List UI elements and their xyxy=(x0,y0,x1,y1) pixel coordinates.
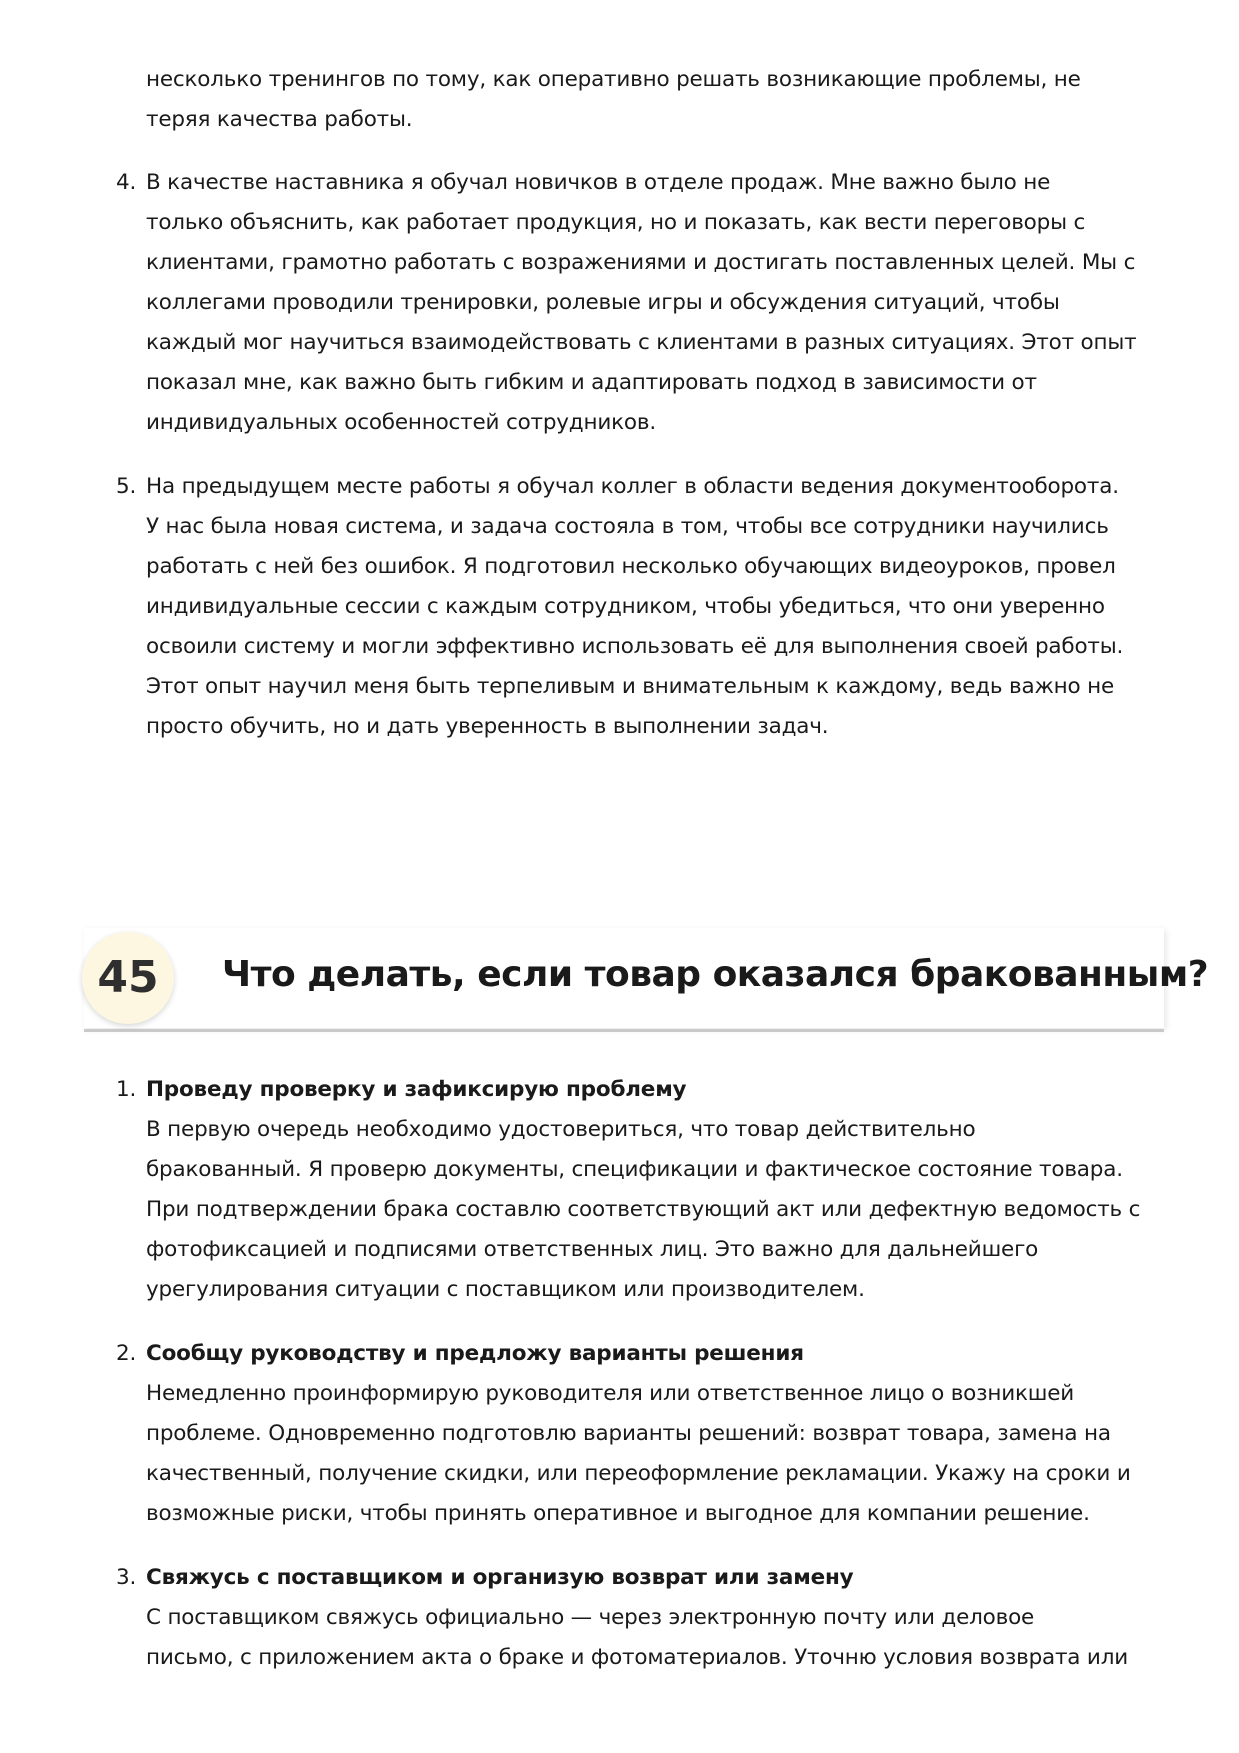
text-line: показал мне, как важно быть гибким и адаптировать подход в зависимости от xyxy=(146,370,1037,395)
list-item-text xyxy=(146,163,1146,443)
text-line: возможные риски, чтобы принять оперативное и выгодное для компании решение. xyxy=(146,1501,1090,1526)
text-line: бракованный. Я проверю документы, спецификации и фактическое состояние товара. xyxy=(146,1157,1123,1182)
text-line: индивидуальных особенностей сотрудников. xyxy=(146,410,656,435)
text-line: Этот опыт научил меня быть терпеливым и внимательным к каждому, ведь важно не xyxy=(146,674,1114,699)
text-line: теряя качества работы. xyxy=(146,107,413,132)
text-line: У нас была новая система, и задача состояла в том, чтобы все сотрудники научились xyxy=(146,514,1109,539)
answer-item-title: Проведу проверку и зафиксирую проблему xyxy=(146,1077,687,1102)
text-line: каждый мог научиться взаимодействовать с клиентами в разных ситуациях. Этот опыт xyxy=(146,330,1137,355)
list-item xyxy=(116,163,1166,443)
text-line: письмо, с приложением акта о браке и фотоматериалов. Уточню условия возврата или xyxy=(146,1645,1129,1670)
text-line: коллегами проводили тренировки, ролевые игры и обсуждения ситуаций, чтобы xyxy=(146,290,1060,315)
text-line: При подтверждении брака составлю соответствующий акт или дефектную ведомость с xyxy=(146,1197,1141,1222)
list-item-number: 5. xyxy=(116,474,137,499)
text-line: В первую очередь необходимо удостовериться, что товар действительно xyxy=(146,1117,976,1142)
question-divider xyxy=(84,1029,1164,1032)
text-line: освоили систему и могли эффективно использовать её для выполнения своей работы. xyxy=(146,634,1124,659)
text-line: индивидуальные сессии с каждым сотрудником, чтобы убедиться, что они уверенно xyxy=(146,594,1105,619)
text-line: фотофиксацией и подписями ответственных лиц. Это важно для дальнейшего xyxy=(146,1237,1039,1262)
text-line: работать с ней без ошибок. Я подготовил несколько обучающих видеоуроков, провел xyxy=(146,554,1116,579)
answer-item-title: Свяжусь с поставщиком и организую возврат или замену xyxy=(146,1565,854,1590)
list-item-number: 1. xyxy=(116,1077,137,1102)
question-title: Что делать, если товар оказался бракованным? xyxy=(222,954,1209,995)
question-number-badge: 45 xyxy=(82,932,174,1024)
text-line: несколько тренингов по тому, как оперативно решать возникающие проблемы, не xyxy=(146,67,1081,92)
list-item xyxy=(116,467,1166,747)
question-header xyxy=(84,928,1209,1032)
answer-item-text xyxy=(146,1070,1146,1310)
list-item-number: 3. xyxy=(116,1565,137,1590)
list-item-continued xyxy=(116,60,1166,140)
list-item-number: 4. xyxy=(116,170,137,195)
answer-item-text xyxy=(146,1334,1146,1534)
answer-item-title: Сообщу руководству и предложу варианты решения xyxy=(146,1341,804,1366)
list-item-text xyxy=(146,60,1146,140)
text-line: клиентами, грамотно работать с возражениями и достигать поставленных целей. Мы с xyxy=(146,250,1136,275)
text-line: На предыдущем месте работы я обучал коллег в области ведения документооборота. xyxy=(146,474,1119,499)
text-line: проблеме. Одновременно подготовлю варианты решений: возврат товара, замена на xyxy=(146,1421,1111,1446)
text-line: В качестве наставника я обучал новичков в отделе продаж. Мне важно было не xyxy=(146,170,1051,195)
answer-item xyxy=(116,1558,1166,1678)
text-line: только объяснить, как работает продукция, но и показать, как вести переговоры с xyxy=(146,210,1086,235)
list-item-text xyxy=(146,467,1146,747)
answer-item xyxy=(116,1070,1166,1310)
text-line: качественный, получение скидки, или переоформление рекламации. Укажу на сроки и xyxy=(146,1461,1131,1486)
text-line: С поставщиком свяжусь официально — через электронную почту или деловое xyxy=(146,1605,1035,1630)
answer-item xyxy=(116,1334,1166,1534)
answer-item-text xyxy=(146,1558,1146,1678)
text-line: просто обучить, но и дать уверенность в выполнении задач. xyxy=(146,714,829,739)
text-line: урегулирования ситуации с поставщиком или производителем. xyxy=(146,1277,865,1302)
text-line: Немедленно проинформирую руководителя или ответственное лицо о возникшей xyxy=(146,1381,1075,1406)
list-item-number: 2. xyxy=(116,1341,137,1366)
